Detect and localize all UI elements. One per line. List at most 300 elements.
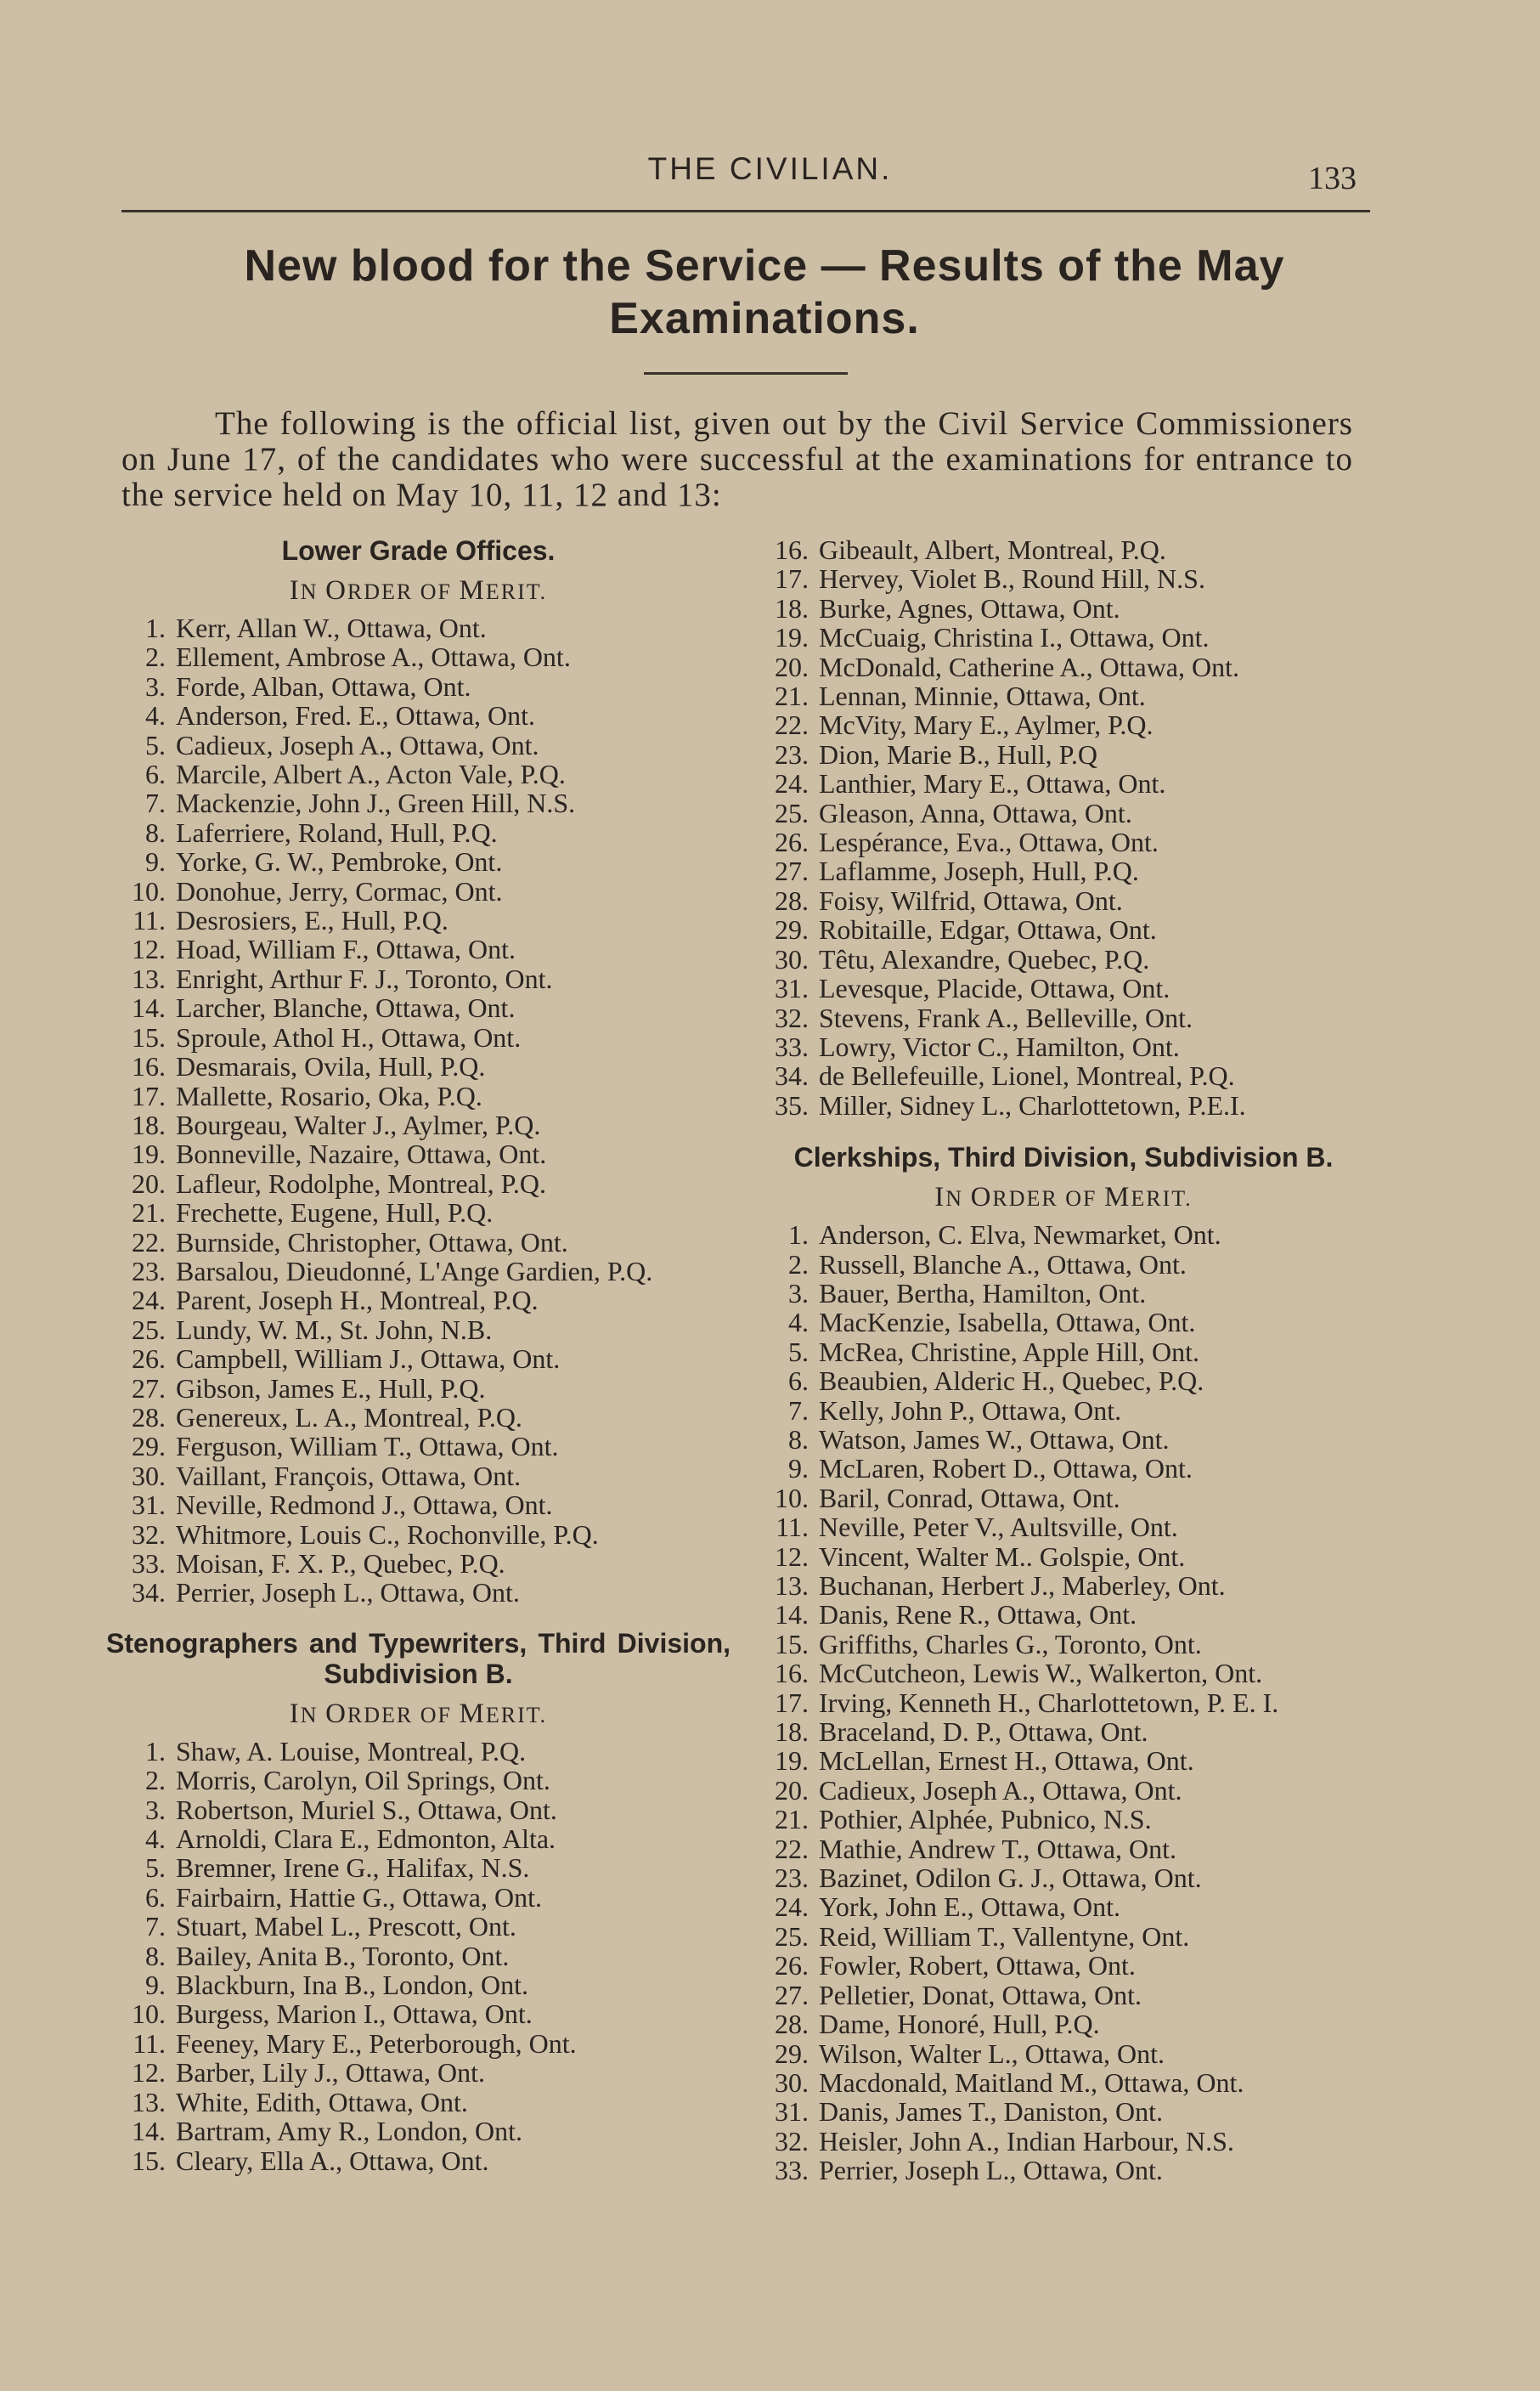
list-item-name: Vaillant, François, Ottawa, Ont. bbox=[176, 1460, 522, 1491]
list-item-number: 20. bbox=[775, 1774, 809, 1806]
list-item-name: Gibeault, Albert, Montreal, P.Q. bbox=[819, 534, 1166, 565]
list-item-number: 35. bbox=[775, 1089, 809, 1121]
list-item-number: 26. bbox=[775, 827, 809, 858]
list-item-name: Fowler, Robert, Ottawa, Ont. bbox=[819, 1950, 1136, 1981]
list-item bbox=[749, 1308, 1378, 1337]
list-item bbox=[749, 1512, 1378, 1541]
list-item-number: 23. bbox=[775, 1862, 809, 1894]
list-item-number: 33. bbox=[775, 2155, 809, 2186]
list-item bbox=[106, 1374, 731, 1403]
list-item-name: Neville, Peter V., Aultsville, Ont. bbox=[819, 1512, 1178, 1543]
list-item-name: Pothier, Alphée, Pubnico, N.S. bbox=[819, 1804, 1152, 1835]
list-item-name: Kelly, John P., Ottawa, Ont. bbox=[819, 1394, 1122, 1426]
list-item-name: Desmarais, Ovila, Hull, P.Q. bbox=[176, 1051, 486, 1082]
list-item-number: 27. bbox=[775, 856, 809, 887]
list-item bbox=[106, 760, 731, 789]
list-item bbox=[106, 906, 731, 935]
list-item-name: Wilson, Walter L., Ottawa, Ont. bbox=[819, 2038, 1165, 2069]
list-item bbox=[106, 642, 731, 671]
list-item-name: Lundy, W. M., St. John, N.B. bbox=[176, 1314, 493, 1345]
list-item-number: 9. bbox=[145, 1970, 166, 2001]
list-item-name: McCutcheon, Lewis W., Walkerton, Ont. bbox=[819, 1658, 1263, 1689]
list-item bbox=[749, 886, 1378, 915]
list-item-name: Russell, Blanche A., Ottawa, Ont. bbox=[819, 1248, 1187, 1280]
page-number: 133 bbox=[1308, 161, 1357, 196]
list-item-name: Laferriere, Roland, Hull, P.Q. bbox=[176, 817, 498, 848]
list-item bbox=[749, 681, 1378, 710]
list-item-number: 32. bbox=[775, 1002, 809, 1033]
list-item-number: 16. bbox=[775, 1658, 809, 1689]
list-item-number: 12. bbox=[775, 1540, 809, 1572]
list-item bbox=[106, 1853, 731, 1882]
list-item-name: Kerr, Allan W., Ottawa, Ont. bbox=[176, 613, 487, 643]
list-item bbox=[106, 1286, 731, 1314]
list-item bbox=[749, 653, 1378, 681]
list-item bbox=[106, 2117, 731, 2145]
list-item-number: 25. bbox=[775, 1920, 809, 1952]
list-item-number: 20. bbox=[775, 651, 809, 682]
list-item-number: 4. bbox=[145, 1823, 166, 1855]
list-item bbox=[106, 1824, 731, 1853]
section-heading-lower-grade: Lower Grade Offices. bbox=[281, 535, 556, 566]
intro-paragraph: The following is the official list, given out by the Civil Service Commissioners on June 17, of the candidates who were successful at the examinations for entrance to the service held on May 10, 11, 12 and 13: bbox=[121, 405, 1353, 513]
list-item bbox=[106, 1257, 731, 1286]
list-item bbox=[106, 2088, 731, 2117]
list-item-number: 10. bbox=[775, 1482, 809, 1513]
list-item bbox=[749, 1805, 1378, 1834]
list-item-name: Perrier, Joseph L., Ottawa, Ont. bbox=[819, 2155, 1163, 2186]
list-item-name: Arnoldi, Clara E., Edmonton, Alta. bbox=[176, 1823, 556, 1855]
list-item bbox=[749, 2097, 1378, 2126]
list-item bbox=[106, 1490, 731, 1519]
list-item-number: 24. bbox=[775, 1891, 809, 1923]
list-item-number: 31. bbox=[775, 973, 809, 1004]
list-item-number: 15. bbox=[775, 1628, 809, 1659]
list-item bbox=[749, 799, 1378, 828]
list-item bbox=[749, 1746, 1378, 1775]
list-item-name: Macdonald, Maitland M., Ottawa, Ont. bbox=[819, 2066, 1244, 2098]
list-item bbox=[749, 1776, 1378, 1805]
list-item-name: Shaw, A. Louise, Montreal, P.Q. bbox=[176, 1735, 527, 1766]
list-item bbox=[106, 1198, 731, 1227]
list-item-number: 19. bbox=[775, 1745, 809, 1777]
list-item bbox=[749, 1220, 1378, 1249]
list-item-name: de Bellefeuille, Lionel, Montreal, P.Q. bbox=[819, 1060, 1235, 1092]
section-heading-clerkships: Clerkships, Third Division, Subdivision B. bbox=[793, 1142, 1334, 1173]
list-item bbox=[106, 1315, 731, 1344]
list-item-name: Têtu, Alexandre, Quebec, P.Q. bbox=[819, 943, 1150, 975]
list-item-number: 19. bbox=[775, 622, 809, 653]
list-item-name: Neville, Redmond J., Ottawa, Ont. bbox=[176, 1489, 553, 1521]
list-item-number: 18. bbox=[132, 1109, 166, 1140]
list-item bbox=[106, 1111, 731, 1139]
list-item-name: Cleary, Ella A., Ottawa, Ont. bbox=[176, 2145, 489, 2176]
list-item bbox=[749, 623, 1378, 652]
list-item-number: 2. bbox=[145, 642, 166, 673]
list-item bbox=[749, 1922, 1378, 1951]
list-item bbox=[749, 1600, 1378, 1629]
list-item bbox=[749, 1279, 1378, 1308]
list-item bbox=[749, 1484, 1378, 1512]
list-item-name: Anderson, C. Elva, Newmarket, Ont. bbox=[819, 1219, 1221, 1251]
list-item-number: 12. bbox=[132, 934, 166, 965]
list-item bbox=[106, 701, 731, 730]
list-item-number: 4. bbox=[788, 1307, 809, 1338]
list-item-number: 11. bbox=[776, 1512, 809, 1543]
list-item bbox=[106, 1052, 731, 1081]
list-item-number: 22. bbox=[775, 1833, 809, 1864]
list-item bbox=[749, 1366, 1378, 1395]
list-item-name: McCuaig, Christina I., Ottawa, Ont. bbox=[819, 622, 1210, 653]
list-item-number: 9. bbox=[145, 846, 166, 878]
list-item bbox=[106, 1461, 731, 1490]
list-item bbox=[749, 2156, 1378, 2185]
list-item-name: Stuart, Mabel L., Prescott, Ont. bbox=[176, 1911, 516, 1942]
list-item-number: 1. bbox=[145, 1735, 166, 1766]
list-item-number: 22. bbox=[132, 1226, 166, 1258]
list-item bbox=[749, 1863, 1378, 1892]
list-item-name: Sproule, Athol H., Ottawa, Ont. bbox=[176, 1021, 522, 1053]
list-item bbox=[106, 935, 731, 964]
list-item-number: 27. bbox=[132, 1372, 166, 1404]
list-item-number: 26. bbox=[775, 1950, 809, 1981]
list-item-number: 6. bbox=[145, 1881, 166, 1913]
list-item-number: 24. bbox=[132, 1285, 166, 1316]
list-item-name: Mallette, Rosario, Oka, P.Q. bbox=[176, 1080, 482, 1111]
list-item-name: Gleason, Anna, Ottawa, Ont. bbox=[819, 797, 1132, 828]
list-item-name: Burnside, Christopher, Ottawa, Ont. bbox=[176, 1226, 568, 1258]
list-item bbox=[749, 1951, 1378, 1980]
headline-line-2: Examinations. bbox=[609, 294, 920, 343]
list-item bbox=[749, 945, 1378, 974]
list-item bbox=[749, 1542, 1378, 1571]
list-item-number: 34. bbox=[775, 1060, 809, 1092]
list-item-number: 6. bbox=[788, 1365, 809, 1397]
list-item-number: 18. bbox=[775, 1716, 809, 1748]
list-item-number: 3. bbox=[145, 670, 166, 702]
list-item-number: 23. bbox=[775, 738, 809, 770]
list-item-name: McDonald, Catherine A., Ottawa, Ont. bbox=[819, 651, 1239, 682]
list-item-number: 31. bbox=[132, 1489, 166, 1521]
list-item bbox=[749, 1250, 1378, 1279]
list-item-name: Cadieux, Joseph A., Ottawa, Ont. bbox=[819, 1774, 1182, 1806]
list-item-name: Barber, Lily J., Ottawa, Ont. bbox=[176, 2057, 485, 2089]
list-item-name: Morris, Carolyn, Oil Springs, Ont. bbox=[176, 1765, 550, 1796]
list-item-number: 15. bbox=[132, 1021, 166, 1053]
list-item-name: Stevens, Frank A., Belleville, Ont. bbox=[819, 1002, 1193, 1033]
list-item bbox=[106, 1883, 731, 1912]
list-item-name: Bartram, Amy R., London, Ont. bbox=[176, 2116, 522, 2147]
section-heading-stenographers: Stenographers and Typewriters, Third Division, Subdivision B. bbox=[106, 1627, 731, 1689]
list-item-name: Fairbairn, Hattie G., Ottawa, Ont. bbox=[176, 1881, 542, 1913]
list-item-name: Frechette, Eugene, Hull, P.Q. bbox=[176, 1197, 494, 1229]
list-item bbox=[106, 1578, 731, 1607]
header-rule bbox=[121, 210, 1370, 212]
list-item-number: 9. bbox=[788, 1453, 809, 1484]
list-item-number: 14. bbox=[775, 1599, 809, 1631]
list-item-number: 33. bbox=[132, 1548, 166, 1579]
list-item bbox=[749, 2009, 1378, 2038]
lower-grade-list-continued bbox=[749, 535, 1378, 1120]
list-item bbox=[106, 672, 731, 701]
list-item-name: Foisy, Wilfrid, Ottawa, Ont. bbox=[819, 885, 1123, 916]
list-item bbox=[106, 1520, 731, 1549]
list-item-number: 6. bbox=[145, 759, 166, 790]
list-item-name: Parent, Joseph H., Montreal, P.Q. bbox=[176, 1285, 539, 1316]
list-item-number: 17. bbox=[775, 563, 809, 595]
list-item-name: Laflamme, Joseph, Hull, P.Q. bbox=[819, 856, 1139, 887]
right-column bbox=[749, 535, 1378, 2185]
clerkships-list bbox=[749, 1220, 1378, 2185]
list-item-number: 29. bbox=[775, 2038, 809, 2069]
list-item bbox=[749, 710, 1378, 739]
list-item-name: Pelletier, Donat, Ottawa, Ont. bbox=[819, 1979, 1142, 2010]
list-item-name: Hoad, William F., Ottawa, Ont. bbox=[176, 934, 516, 965]
list-item-number: 7. bbox=[788, 1394, 809, 1426]
list-item-name: Miller, Sidney L., Charlottetown, P.E.I. bbox=[819, 1089, 1246, 1121]
headline bbox=[127, 240, 1402, 345]
list-item-name: Reid, William T., Vallentyne, Ont. bbox=[819, 1920, 1190, 1952]
list-item bbox=[749, 1337, 1378, 1366]
list-item-name: McLaren, Robert D., Ottawa, Ont. bbox=[819, 1453, 1193, 1484]
list-item bbox=[106, 877, 731, 906]
list-item-name: Burgess, Marion I., Ottawa, Ont. bbox=[176, 1998, 533, 2030]
list-item-name: Barsalou, Dieudonné, L'Ange Gardien, P.Q. bbox=[176, 1255, 653, 1286]
list-item-number: 5. bbox=[145, 1852, 166, 1884]
list-item-number: 29. bbox=[132, 1431, 166, 1462]
running-head: THE CIVILIAN. bbox=[647, 151, 893, 186]
list-item bbox=[749, 1454, 1378, 1483]
list-item-number: 12. bbox=[132, 2057, 166, 2089]
list-item bbox=[749, 769, 1378, 798]
list-item bbox=[749, 1396, 1378, 1425]
list-item bbox=[106, 818, 731, 847]
list-item-number: 28. bbox=[132, 1401, 166, 1433]
list-item-number: 32. bbox=[775, 2125, 809, 2156]
list-item bbox=[749, 974, 1378, 1003]
list-item-name: Braceland, D. P., Ottawa, Ont. bbox=[819, 1716, 1148, 1748]
list-item-name: Beaubien, Alderic H., Quebec, P.Q. bbox=[819, 1365, 1204, 1397]
list-item-number: 21. bbox=[775, 681, 809, 712]
list-item bbox=[106, 1228, 731, 1257]
list-item bbox=[749, 1571, 1378, 1600]
list-item-name: Lanthier, Mary E., Ottawa, Ont. bbox=[819, 768, 1166, 800]
list-item bbox=[749, 1717, 1378, 1746]
list-item-name: Blackburn, Ina B., London, Ont. bbox=[176, 1970, 529, 2001]
list-item-name: Ferguson, William T., Ottawa, Ont. bbox=[176, 1431, 559, 1462]
list-item bbox=[749, 2068, 1378, 2097]
list-item-name: Vincent, Walter M.. Golspie, Ont. bbox=[819, 1540, 1186, 1572]
order-of-merit-label: IN ORDER OF MERIT. bbox=[289, 575, 548, 606]
list-item bbox=[106, 1766, 731, 1795]
list-item bbox=[106, 1912, 731, 1941]
list-item-number: 4. bbox=[145, 700, 166, 732]
list-item-name: Feeney, Mary E., Peterborough, Ont. bbox=[176, 2027, 577, 2059]
list-item-number: 2. bbox=[145, 1765, 166, 1796]
list-item bbox=[106, 1549, 731, 1578]
list-item-name: Hervey, Violet B., Round Hill, N.S. bbox=[819, 563, 1205, 595]
list-item-number: 31. bbox=[775, 2096, 809, 2128]
list-item-name: Bailey, Anita B., Toronto, Ont. bbox=[176, 1940, 510, 1971]
list-item bbox=[749, 1003, 1378, 1032]
list-item bbox=[749, 1659, 1378, 1687]
list-item-number: 13. bbox=[132, 963, 166, 994]
list-item-name: Lowry, Victor C., Hamilton, Ont. bbox=[819, 1031, 1180, 1062]
list-item-number: 16. bbox=[132, 1051, 166, 1082]
list-item-number: 10. bbox=[132, 875, 166, 907]
list-item-name: White, Edith, Ottawa, Ont. bbox=[176, 2086, 468, 2117]
list-item-number: 8. bbox=[145, 1940, 166, 1971]
list-item-name: McRea, Christine, Apple Hill, Ont. bbox=[819, 1336, 1199, 1367]
list-item-name: Lafleur, Rodolphe, Montreal, P.Q. bbox=[176, 1167, 546, 1199]
list-item-number: 28. bbox=[775, 2009, 809, 2040]
list-item bbox=[106, 1970, 731, 1999]
list-item-name: Donohue, Jerry, Cormac, Ont. bbox=[176, 875, 503, 907]
list-item-number: 32. bbox=[132, 1518, 166, 1550]
list-item-number: 17. bbox=[775, 1687, 809, 1718]
list-item-number: 20. bbox=[132, 1167, 166, 1199]
list-item bbox=[106, 789, 731, 817]
list-item-name: Yorke, G. W., Pembroke, Ont. bbox=[176, 846, 503, 878]
list-item-name: Perrier, Joseph L., Ottawa, Ont. bbox=[176, 1577, 520, 1608]
list-item-name: Levesque, Placide, Ottawa, Ont. bbox=[819, 973, 1171, 1004]
list-item-name: Ellement, Ambrose A., Ottawa, Ont. bbox=[176, 642, 571, 673]
list-item-number: 2. bbox=[788, 1248, 809, 1280]
list-item-number: 19. bbox=[132, 1139, 166, 1170]
list-item-name: Cadieux, Joseph A., Ottawa, Ont. bbox=[176, 729, 539, 760]
list-item-name: Baril, Conrad, Ottawa, Ont. bbox=[819, 1482, 1120, 1513]
list-item-number: 11. bbox=[133, 2027, 166, 2059]
list-item bbox=[749, 740, 1378, 769]
list-item-number: 16. bbox=[775, 534, 809, 565]
list-item bbox=[106, 2146, 731, 2175]
stenographers-list bbox=[106, 1737, 731, 2175]
list-item-name: Watson, James W., Ottawa, Ont. bbox=[819, 1423, 1170, 1455]
list-item bbox=[106, 1344, 731, 1373]
list-item bbox=[749, 1061, 1378, 1090]
list-item-number: 13. bbox=[775, 1570, 809, 1601]
list-item-name: Lennan, Minnie, Ottawa, Ont. bbox=[819, 681, 1146, 712]
list-item bbox=[106, 1999, 731, 2028]
list-item-name: Bonneville, Nazaire, Ottawa, Ont. bbox=[176, 1139, 547, 1170]
list-item bbox=[106, 993, 731, 1022]
list-item-name: Genereux, L. A., Montreal, P.Q. bbox=[176, 1401, 522, 1433]
list-item bbox=[106, 1139, 731, 1168]
list-item bbox=[106, 964, 731, 993]
list-item-name: Marcile, Albert A., Acton Vale, P.Q. bbox=[176, 759, 566, 790]
list-item bbox=[106, 1082, 731, 1111]
list-item bbox=[749, 2039, 1378, 2068]
list-item-number: 22. bbox=[775, 709, 809, 741]
list-item bbox=[749, 564, 1378, 593]
list-item bbox=[106, 2058, 731, 2087]
order-of-merit-label: IN ORDER OF MERIT. bbox=[289, 1698, 548, 1729]
list-item-number: 25. bbox=[775, 797, 809, 828]
list-item-name: Buchanan, Herbert J., Maberley, Ont. bbox=[819, 1570, 1226, 1601]
list-item-name: Danis, James T., Daniston, Ont. bbox=[819, 2096, 1163, 2128]
list-item-number: 27. bbox=[775, 1979, 809, 2010]
list-item-name: Mackenzie, John J., Green Hill, N.S. bbox=[176, 788, 576, 819]
list-item-number: 3. bbox=[788, 1277, 809, 1309]
list-item-number: 21. bbox=[775, 1804, 809, 1835]
list-item-name: Whitmore, Louis C., Rochonville, P.Q. bbox=[176, 1518, 599, 1550]
list-item-name: Heisler, John A., Indian Harbour, N.S. bbox=[819, 2125, 1234, 2156]
list-item-number: 1. bbox=[145, 613, 166, 643]
list-item bbox=[749, 1834, 1378, 1863]
list-item-name: Lespérance, Eva., Ottawa, Ont. bbox=[819, 827, 1159, 858]
order-of-merit-label: IN ORDER OF MERIT. bbox=[934, 1182, 1193, 1213]
list-item-number: 33. bbox=[775, 1031, 809, 1062]
list-item bbox=[106, 1023, 731, 1052]
list-item-name: Irving, Kenneth H., Charlottetown, P. E. I. bbox=[819, 1687, 1279, 1718]
list-item-number: 15. bbox=[132, 2145, 166, 2176]
list-item-name: Gibson, James E., Hull, P.Q. bbox=[176, 1372, 486, 1404]
list-item bbox=[749, 2127, 1378, 2156]
list-item-number: 17. bbox=[132, 1080, 166, 1111]
list-item-number: 30. bbox=[775, 943, 809, 975]
list-item-name: Burke, Agnes, Ottawa, Ont. bbox=[819, 592, 1120, 624]
list-item-number: 25. bbox=[132, 1314, 166, 1345]
list-item bbox=[749, 915, 1378, 944]
list-item-number: 7. bbox=[145, 1911, 166, 1942]
list-item-name: Danis, Rene R., Ottawa, Ont. bbox=[819, 1599, 1137, 1631]
list-item bbox=[749, 594, 1378, 623]
list-item bbox=[106, 613, 731, 642]
list-item-number: 28. bbox=[775, 885, 809, 916]
list-item-number: 1. bbox=[788, 1219, 809, 1251]
list-item bbox=[106, 1432, 731, 1461]
list-item-name: Mathie, Andrew T., Ottawa, Ont. bbox=[819, 1833, 1176, 1864]
list-item bbox=[749, 1981, 1378, 2009]
lower-grade-list bbox=[106, 613, 731, 1608]
headline-line-1: New blood for the Service — Results of the May bbox=[244, 241, 1285, 291]
list-item-name: Robertson, Muriel S., Ottawa, Ont. bbox=[176, 1794, 557, 1825]
list-item-number: 5. bbox=[788, 1336, 809, 1367]
list-item-number: 30. bbox=[132, 1460, 166, 1491]
list-item-name: York, John E., Ottawa, Ont. bbox=[819, 1891, 1120, 1923]
list-item-name: Griffiths, Charles G., Toronto, Ont. bbox=[819, 1628, 1202, 1659]
list-item bbox=[749, 1892, 1378, 1921]
list-item bbox=[749, 1091, 1378, 1120]
list-item-name: Dame, Honoré, Hull, P.Q. bbox=[819, 2009, 1100, 2040]
list-item bbox=[749, 1630, 1378, 1659]
list-item-name: MacKenzie, Isabella, Ottawa, Ont. bbox=[819, 1307, 1196, 1338]
list-item bbox=[106, 731, 731, 760]
list-item-name: Bazinet, Odilon G. J., Ottawa, Ont. bbox=[819, 1862, 1202, 1894]
list-item bbox=[106, 1169, 731, 1198]
list-item-name: Bauer, Bertha, Hamilton, Ont. bbox=[819, 1277, 1147, 1309]
list-item-number: 18. bbox=[775, 592, 809, 624]
list-item-number: 14. bbox=[132, 992, 166, 1024]
list-item-number: 26. bbox=[132, 1343, 166, 1375]
list-item-number: 21. bbox=[132, 1197, 166, 1229]
list-item-name: Enright, Arthur F. J., Toronto, Ont. bbox=[176, 963, 553, 994]
list-item bbox=[106, 1942, 731, 1970]
list-item-number: 34. bbox=[132, 1577, 166, 1608]
list-item-name: Larcher, Blanche, Ottawa, Ont. bbox=[176, 992, 516, 1024]
list-item-number: 29. bbox=[775, 914, 809, 946]
list-item-number: 8. bbox=[788, 1423, 809, 1455]
list-item-name: Bourgeau, Walter J., Aylmer, P.Q. bbox=[176, 1109, 541, 1140]
list-item-name: McVity, Mary E., Aylmer, P.Q. bbox=[819, 709, 1154, 741]
list-item-name: Moisan, F. X. P., Quebec, P.Q. bbox=[176, 1548, 505, 1579]
list-item-number: 5. bbox=[145, 729, 166, 760]
list-item-name: Anderson, Fred. E., Ottawa, Ont. bbox=[176, 700, 536, 732]
list-item-number: 23. bbox=[132, 1255, 166, 1286]
list-item-number: 10. bbox=[132, 1998, 166, 2030]
list-item bbox=[106, 2029, 731, 2058]
list-item-number: 14. bbox=[132, 2116, 166, 2147]
